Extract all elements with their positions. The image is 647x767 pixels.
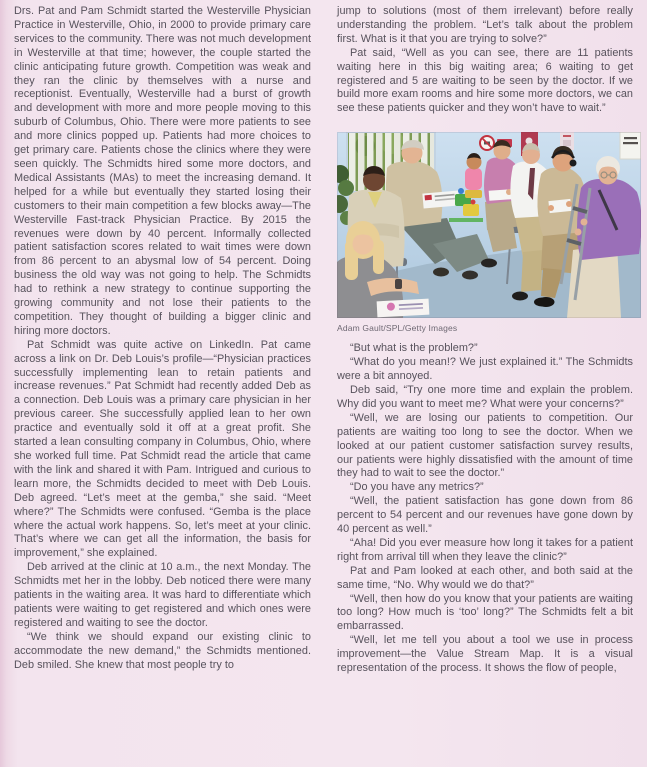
paragraph: Deb arrived at the clinic at 10 a.m., the next Monday. The Schmidts met her in the lobby. Deb noticed there were many patients in the waiting area. It was hard to differentiate which patients were waiting to get registered and which ones were registered and waiting to see the doctor. bbox=[14, 561, 311, 629]
paragraph: jump to solutions (most of them irrelevant) before really understanding the problem. “Let’s talk about the problem first. What is it that you are trying to solve?” bbox=[337, 5, 633, 45]
paragraph: Deb said, “Try one more time and explain the problem. Why did you want to meet me? What were your concerns?” bbox=[337, 383, 633, 410]
no-smoking-notice bbox=[620, 132, 641, 159]
paragraph: “Well, then how do you know that your patients are waiting too long? How much is ‘too’ long?” The Schmidts felt a bit embarrassed. bbox=[337, 592, 633, 633]
paragraph: “Well, let me tell you about a tool we use in process improvement—the Value Stream Map. It is a visual representation of the process. It shows the flow of people, bbox=[337, 634, 633, 675]
paragraph: “We think we should expand our existing clinic to accommodate the new demand,” the Schmidts mentioned. Deb smiled. She knew that most people try to bbox=[14, 630, 311, 671]
paragraph: Drs. Pat and Pam Schmidt started the Westerville Physician Practice in Westerville, Ohio, in 2000 to provide primary care services to the community. There was not much development in Westerville at that time; however, the couple started the clinic anticipating future growth. Competition was weak and they ran the clinic by themselves with a nurse and receptionist. Eventually, Westerville had a burst of growth and development with more and more people moving to this suburb of Columbus, Ohio. There were more patients to see and more clinics popped up. Patients had more choices to get primary care. Patients chose the clinics where they were seen quickly. The Schmidts hired some more doctors, and Medical Assistants (MAs) to meet the increasing demand. It helped for a while but eventually they started losing their customers to their main competition a few blocks away—The Westerville Fast-track Physician Practice. By 2015 the revenues were down by 40 percent. Informally collected patient satisfaction scores related to wait times were down from 86 percent to an abysmal low of 54 percent. Doing business the old way was not going to help. The Schmidts had to rethink a new strategy to continue supporting the growing community and not lose their patients to the competition. They thought of building a bigger clinic and hiring more doctors. bbox=[14, 5, 311, 337]
waiting-room-photo bbox=[337, 132, 641, 318]
paragraph: “But what is the problem?” bbox=[350, 342, 478, 355]
paragraph: “Well, we are losing our patients to competition. Our patients are waiting too long to see the doctor. When we looked at our patient customer satisfaction survey results, our patients were highly dissatisfied with the amount of time they had to wait to see the doctor.” bbox=[337, 411, 633, 480]
paragraph: “What do you mean!? We just explained it.” The Schmidts were a bit annoyed. bbox=[337, 356, 633, 383]
paragraph: “Well, the patient satisfaction has gone down from 86 percent to 54 percent and our revenues have gone down by 40 percent as well.” bbox=[337, 495, 633, 536]
newspaper bbox=[422, 191, 459, 209]
paragraph: Pat Schmidt was quite active on LinkedIn. Pat came across a link on Dr. Deb Louis’s profile—“Physician practices successfully implementing lean to retain patients and increase revenues.” Pat Schmidt had recently added Deb as a connection. Deb Louis was a primary care physician in her previous career. She successfully applied lean to her own practice and eventually sold it off at a great profit. She started a lean consulting company in Columbus, Ohio, where she worked full time. Pat Schmidt read the article that came with the link and shared it with Pam. Intrigued and curious to learn more, the Schmidts decided to meet with Deb Louis. Deb agreed. “Let’s meet at the gemba,” she said. “Meet where?” The Schmidts were confused. “Gemba is the place where the actual work happens. So, let’s meet at your clinic. That’s where we can get all the information, the basis for improvement,” she explained. bbox=[14, 338, 311, 560]
child bbox=[465, 153, 482, 198]
paragraph: “Aha! Did you ever measure how long it takes for a patient right from arrival till when they leave the clinic?” bbox=[337, 536, 633, 563]
waiting-room-figure bbox=[337, 132, 641, 333]
paragraph: “Do you have any metrics?” bbox=[350, 481, 484, 494]
right-column bbox=[337, 5, 633, 676]
photo-credit: Adam Gault/SPL/Getty Images bbox=[337, 323, 458, 334]
paragraph: Pat said, “Well as you can see, there are 11 patients waiting here in this big waiting area; 6 waiting to get registered and 5 are waiting to be seen by the doctor. If we build more exam rooms and hire some more doctors, we can see these patients quicker and they won’t have to wait.” bbox=[337, 46, 633, 115]
paragraph: Pat and Pam looked at each other, and both said at the same time, “No. Why would we do that?” bbox=[337, 564, 633, 591]
left-column bbox=[14, 5, 311, 673]
